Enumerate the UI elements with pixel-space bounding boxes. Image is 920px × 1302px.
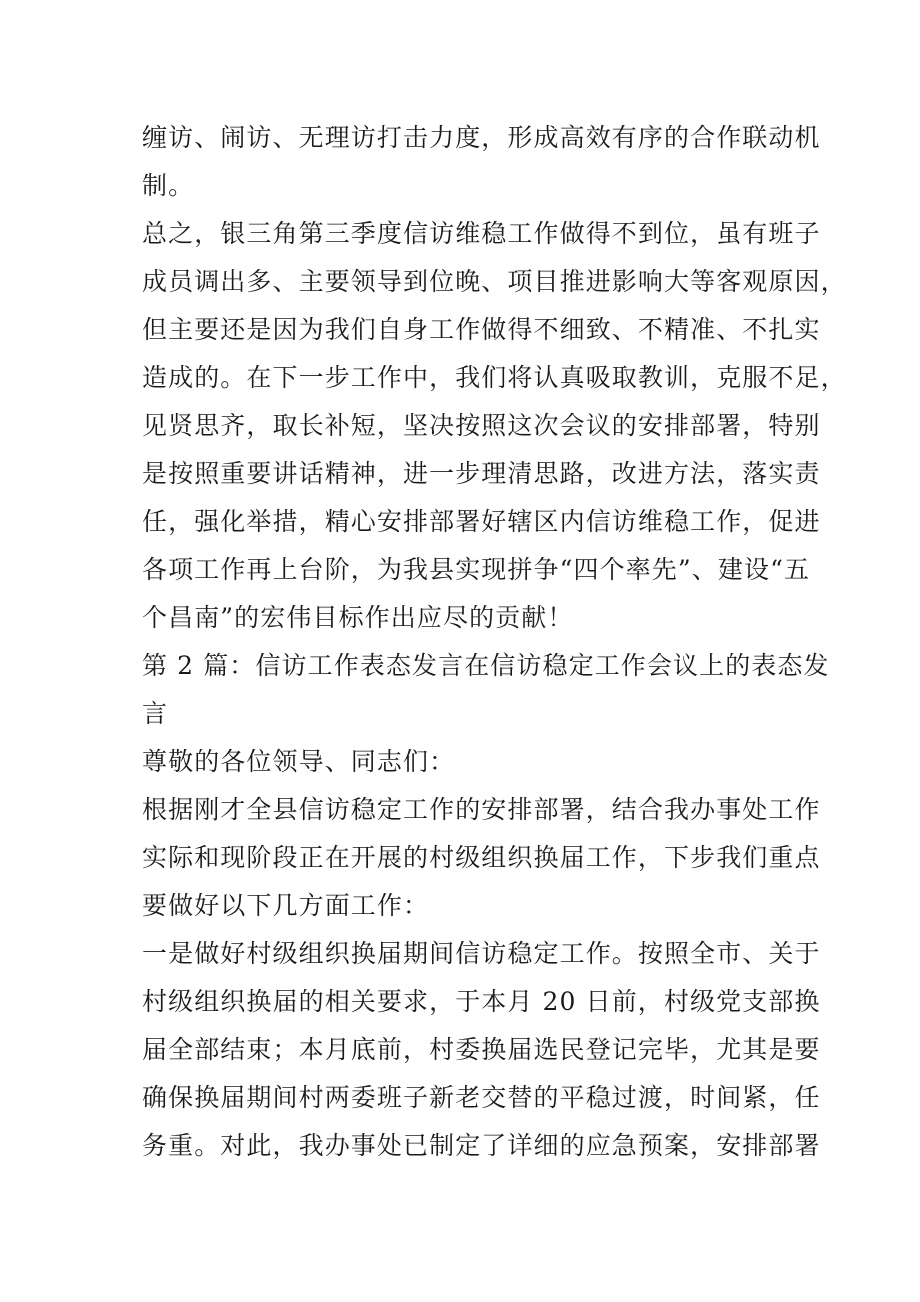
text-line: 任，强化举措，精心安排部署好辖区内信访维稳工作，促进 — [142, 507, 821, 536]
document-body — [142, 114, 847, 1170]
text-line: 总之，银三角第三季度信访维稳工作做得不到位，虽有班子 — [142, 219, 821, 248]
text-line: 见贤思齐，取长补短，坚决按照这次会议的安排部署，特别 — [142, 411, 821, 440]
text-line: 是按照重要讲话精神，进一步理清思路，改进方法，落实责 — [142, 459, 821, 488]
text-line: 务重。对此，我办事处已制定了详细的应急预案，安排部署 — [142, 1131, 821, 1160]
text-line: 造成的。在下一步工作中，我们将认真吸取教训，克服不足， — [142, 363, 847, 392]
text-line: 根据刚才全县信访稳定工作的安排部署，结合我办事处工作 — [142, 795, 821, 824]
section-heading-line: 第 2 篇：信访工作表态发言在信访稳定工作会议上的表态发 — [142, 651, 830, 680]
text-line: 各项工作再上台阶，为我县实现拼争“四个率先”、建设“五 — [142, 555, 811, 584]
text-line: 个昌南”的宏伟目标作出应尽的贡献！ — [142, 603, 574, 632]
text-line: 确保换届期间村两委班子新老交替的平稳过渡，时间紧，任 — [142, 1083, 821, 1112]
text-line: 村级组织换届的相关要求，于本月 20 日前，村级党支部换 — [142, 987, 821, 1016]
text-line: 实际和现阶段正在开展的村级组织换届工作，下步我们重点 — [142, 843, 821, 872]
text-line: 一是做好村级组织换届期间信访稳定工作。按照全市、关于 — [142, 939, 821, 968]
text-line: 缠访、闹访、无理访打击力度，形成高效有序的合作联动机 — [142, 123, 821, 152]
salutation-line: 尊敬的各位领导、同志们： — [142, 747, 456, 776]
text-line: 但主要还是因为我们自身工作做得不细致、不精准、不扎实 — [142, 315, 821, 344]
text-line: 届全部结束；本月底前，村委换届选民登记完毕，尤其是要 — [142, 1035, 821, 1064]
text-line: 成员调出多、主要领导到位晚、项目推进影响大等客观原因， — [142, 267, 847, 296]
text-line: 要做好以下几方面工作： — [142, 891, 430, 920]
text-line: 制。 — [142, 171, 195, 200]
section-heading-line: 言 — [142, 699, 169, 728]
